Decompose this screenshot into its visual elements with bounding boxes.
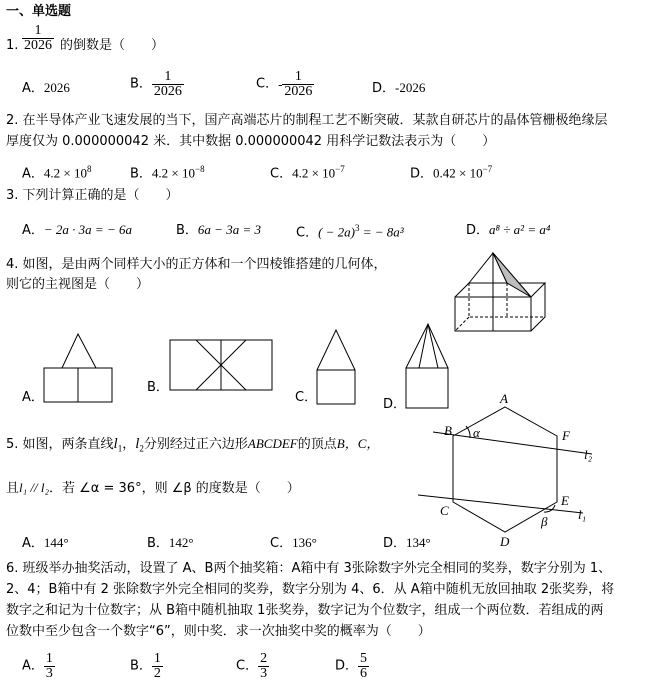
q2-line1: 2. 在半导体产业飞速发展的当下，国产高端芯片的制程工艺不断突破．某款自研芯片的晶体管栅极绝缘层 <box>6 113 608 128</box>
q6-option-a[interactable]: A． $\frac{1}{3}$ <box>22 651 53 681</box>
q5-line2: 且l₁ // l₂．若 ∠α = 36°，则 ∠β 的度数是（ ） <box>6 480 300 496</box>
q5-l2: l <box>135 436 140 452</box>
q5-option-c[interactable]: C．136° <box>270 535 317 551</box>
q3-option-d[interactable]: D．a⁸ ÷ a² = a⁴ <box>466 222 551 238</box>
q5-label-alpha: α <box>473 425 480 440</box>
q5-label-f: F <box>562 428 570 443</box>
q5-label-l1: l₁ <box>578 507 587 522</box>
q1-option-a[interactable]: A．2026 <box>22 80 70 96</box>
q5-option-a[interactable]: A．144° <box>22 535 69 551</box>
q6-line1: 6. 班级举办抽奖活动，设置了 A、B两个抽奖箱：A箱中有 3张除数字外完全相同的奖券，数字分别为 1、 <box>6 561 612 576</box>
q5-label-a: A <box>500 391 508 406</box>
q6-line2: 2、4；B箱中有 2 张除数字外完全相同的奖券，数字分别为 4、6．从 A箱中随机无放回抽取 2张奖券，将 <box>6 582 615 597</box>
q4-option-c[interactable]: C． <box>295 390 318 405</box>
q1-frac-den: 2026 <box>24 38 52 53</box>
q1-option-c[interactable]: C．- $\frac{1}{2026}$ <box>256 69 313 99</box>
q5-label-b: B <box>444 423 452 438</box>
q3-option-b[interactable]: B．6a − 3a = 3 <box>176 222 261 238</box>
q5-label-e: E <box>561 493 569 508</box>
q3-option-c[interactable]: C．( − 2a)$^3$ = − 8a³ <box>296 223 404 241</box>
q6-line4: 位数中至少包含一个数字“6”，则中奖．求一次抽奖中奖的概率为（ ） <box>6 624 431 639</box>
q3-option-a[interactable]: A．− 2a · 3a = − 6a <box>22 222 132 238</box>
q2-option-c[interactable]: C．$4.2 \times 10^{-7}$ <box>270 164 345 182</box>
q4-option-b[interactable]: B． <box>147 380 169 395</box>
q2-option-d[interactable]: D．$0.42 \times 10^{-7}$ <box>410 164 493 182</box>
q5-option-d[interactable]: D．134° <box>383 535 431 551</box>
q5-label-beta: β <box>541 514 548 529</box>
q2-option-a[interactable]: A．$4.2 \times 10^8$ <box>22 164 92 182</box>
q5-line1: 5. 如图，两条直线$l_1$，$l_2$分别经过正六边形ABCDEF的顶点B，C， <box>6 436 380 454</box>
q5-label-c: C <box>440 503 449 518</box>
q6-line3: 数字之和记为十位数字；从 B箱中随机抽取 1张奖券，数字记为个位数字，组成一个两位数．若组成的两 <box>6 603 604 618</box>
q4-option-a[interactable]: A． <box>22 390 44 405</box>
q6-option-d[interactable]: D． $\frac{5}{6}$ <box>335 651 368 681</box>
q6-option-b[interactable]: B． $\frac{1}{2}$ <box>130 651 161 681</box>
q5-label-l2: l₂ <box>584 447 593 462</box>
q5-l1: l <box>113 436 118 452</box>
q2-line2: 厚度仅为 0.000000042 米．其中数据 0.000000042 用科学记数法表示为（ ） <box>6 134 496 149</box>
section-title: 一、单选题 <box>6 4 72 19</box>
q1-number: 1. <box>6 38 19 53</box>
q3-stem: 3. 下列计算正确的是（ ） <box>6 188 179 203</box>
q2-option-b[interactable]: B．$4.2 \times 10^{-8}$ <box>130 164 205 182</box>
q4-option-d[interactable]: D． <box>383 397 407 412</box>
q1-stem: 的倒数是（ ） <box>60 38 165 53</box>
q4-line1: 4. 如图，是由两个同样大小的正方体和一个四棱锥搭建的几何体， <box>6 257 387 272</box>
q6-option-c[interactable]: C． $\frac{2}{3}$ <box>236 651 268 681</box>
q1-option-b[interactable]: B． $\frac{1}{2026}$ <box>130 69 182 99</box>
q1-frac-num: 1 <box>34 23 42 38</box>
q1-option-d[interactable]: D．-2026 <box>372 80 426 96</box>
q5-label-d: D <box>500 534 510 549</box>
q5-option-b[interactable]: B．142° <box>147 535 194 551</box>
q4-line2: 则它的主视图是（ ） <box>6 277 150 292</box>
